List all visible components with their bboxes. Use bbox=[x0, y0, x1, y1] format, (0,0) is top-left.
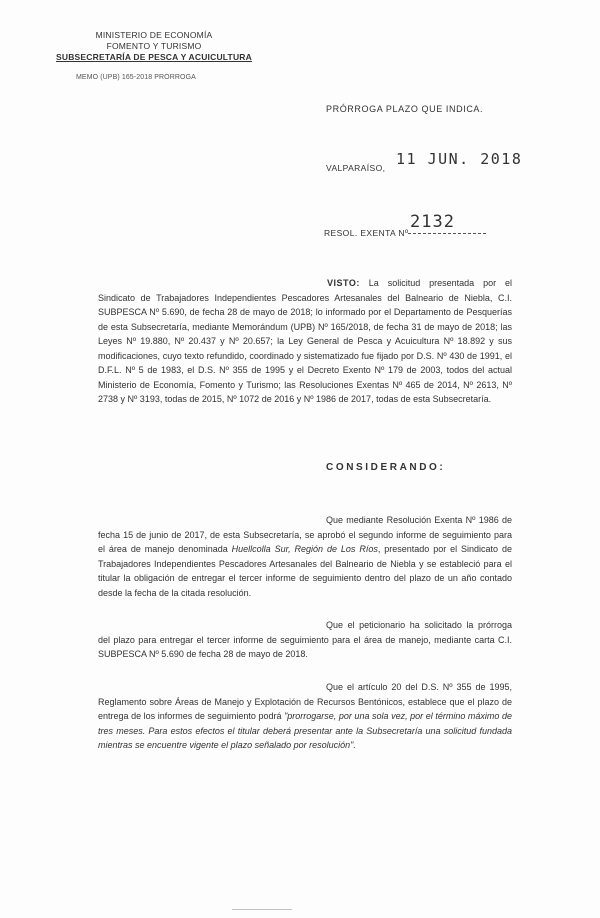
c3-quote: "prorrogarse, por una sola vez, por el término máximo de tres meses. Para estos efectos el titular deberá presentar ante la Subsecretaría una solicitud fundada mientras se encuentre vigente el plazo señalado por resolución". bbox=[98, 711, 512, 750]
visto-keyword: VISTO: bbox=[327, 278, 360, 288]
visto-text: La solicitud presentada por el Sindicato de Trabajadores Independientes Pescadores Artesanales del Balneario de Niebla, C.I. SUBPESCA Nº 5.690, de fecha 28 de mayo de 2018; lo informado por el Departamento de Pesquerías de esta Subsecretaría, mediante Memorándum (UPB) Nº 165/2018, de fecha 31 de mayo de 2018; las Leyes Nº 19.880, Nº 20.437 y Nº 20.657; la Ley General de Pesca y Acuicultura Nº 18.892 y sus modificaciones, cuyo texto refundido, coordinado y sistematizado fue fijado por D.S. Nº 430 de 1991, el D.F.L. Nº 5 de 1983, el D.S. Nº 355 de 1995 y el Decreto Exento Nº 179 de 2003, todos del actual Ministerio de Economía, Fomento y Turismo; las Resoluciones Exentas Nº 465 de 2014, Nº 2613, Nº 2738 y Nº 3193, todas de 2015, Nº 1072 de 2016 y Nº 1986 de 2017, todas de esta Subsecretaría. bbox=[98, 278, 512, 404]
document-subject: PRÓRROGA PLAZO QUE INDICA. bbox=[326, 104, 484, 114]
c1-tail: , presentado por el Sindicato de Trabajadores Independientes Pescadores Artesanales del Balneario de Niebla y se estableció para el titular la obligación de entregar el tercer informe de seguimiento dentro del plazo de un año contado desde la fecha de la citada resolución. bbox=[98, 544, 512, 598]
c1-lead: Que mediante Resolución Exenta Nº 1986 de fecha 15 de junio de 2017, de esta Subsecretaría, se aprobó el segundo informe de seguimiento para el área de manejo denominada bbox=[98, 515, 512, 554]
considerando-paragraph-1 bbox=[98, 513, 512, 600]
letterhead bbox=[54, 30, 254, 63]
c3-lead: Que el artículo 20 del D.S. Nº 355 de 1995, Reglamento sobre Áreas de Manejo y Explotación de Recursos Bentónicos, establece que el plazo de entrega de los informes de seguimiento podrá bbox=[98, 682, 512, 721]
considerando-paragraph-3 bbox=[98, 680, 512, 753]
considerando-paragraph-2 bbox=[98, 618, 512, 662]
ministry-name: MINISTERIO DE ECONOMÍA bbox=[95, 30, 213, 40]
resolution-number: 2132 bbox=[410, 212, 455, 232]
page-footer-mark bbox=[232, 909, 292, 914]
memo-reference: MEMO (UPB) 165-2018 PRORROGA bbox=[76, 74, 196, 81]
ministry-name-line2: FOMENTO Y TURISMO bbox=[106, 41, 202, 51]
place-label: VALPARAÍSO, bbox=[326, 163, 386, 173]
visto-paragraph bbox=[98, 276, 512, 407]
resolution-underline bbox=[408, 233, 486, 234]
c1-area-name: Huellcolla Sur, Región de Los Ríos bbox=[231, 544, 378, 554]
subsecretaria-name: SUBSECRETARÍA DE PESCA Y ACUICULTURA bbox=[56, 52, 252, 62]
resolution-label: RESOL. EXENTA Nº bbox=[324, 228, 409, 238]
c2-text: Que el peticionario ha solicitado la prórroga del plazo para entregar el tercer informe de seguimiento para el área de manejo, mediante carta C.I. SUBPESCA Nº 5.690 de fecha 28 de mayo de 2018. bbox=[98, 620, 512, 659]
date-stamp: 11 JUN. 2018 bbox=[396, 150, 523, 168]
considerando-heading: CONSIDERANDO: bbox=[326, 462, 446, 473]
